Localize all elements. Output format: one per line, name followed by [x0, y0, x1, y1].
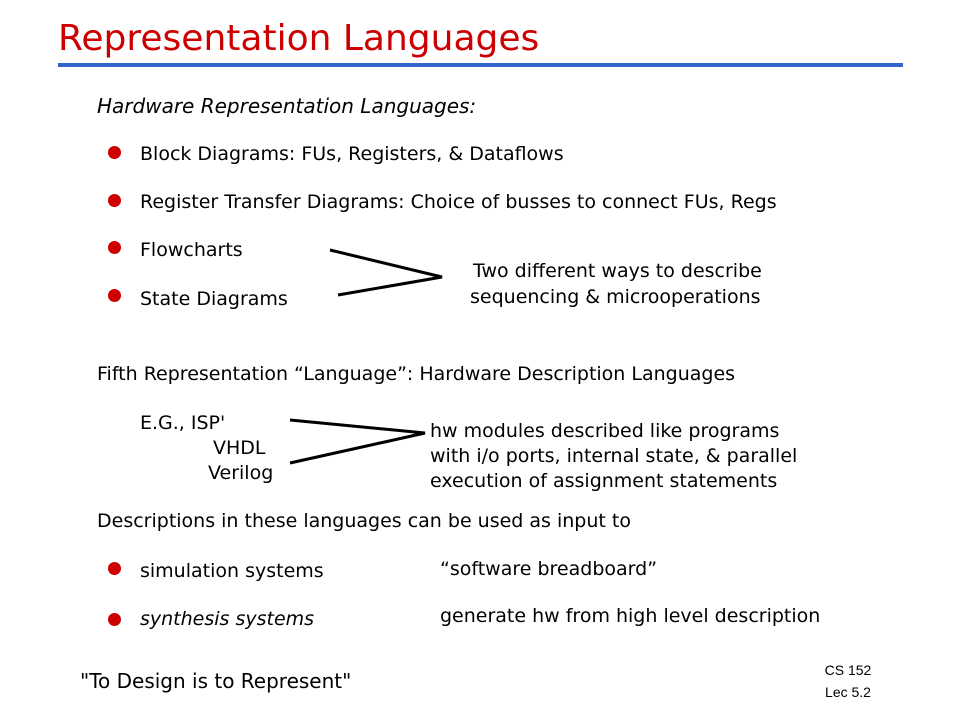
hw-item-register-transfer: Register Transfer Diagrams: Choice of busses to connect FUs, Regs: [140, 191, 777, 213]
hdl-note-line3: execution of assignment statements: [430, 470, 778, 492]
hw-heading: Hardware Representation Languages:: [97, 94, 477, 118]
use-desc-synthesis: generate hw from high level description: [440, 605, 821, 627]
sequencing-note-line1: Two different ways to describe: [473, 260, 762, 282]
course-label: CS 152: [824, 662, 872, 678]
slide-title: Representation Languages: [58, 18, 540, 59]
sequencing-note-line2: sequencing & microoperations: [470, 286, 761, 308]
hdl-example-verilog: Verilog: [208, 462, 274, 484]
lecture-label: Lec 5.2: [825, 684, 871, 700]
use-item-simulation: simulation systems: [140, 560, 324, 582]
use-desc-simulation: “software breadboard”: [440, 558, 658, 580]
hw-item-flowcharts: Flowcharts: [140, 239, 243, 261]
hdl-note-line1: hw modules described like programs: [430, 420, 780, 442]
hw-item-block-diagrams: Block Diagrams: FUs, Registers, & Dataflows: [140, 143, 564, 165]
hw-item-state-diagrams: State Diagrams: [140, 288, 288, 310]
sequencing-connector: [330, 250, 442, 295]
hdl-note-line2: with i/o ports, internal state, & parallel: [430, 445, 798, 467]
descriptions-heading: Descriptions in these languages can be used as input to: [97, 510, 631, 532]
hdl-connector: [290, 420, 425, 463]
fifth-heading: Fifth Representation “Language”: Hardware Description Languages: [97, 363, 736, 385]
footer-quote: "To Design is to Represent": [80, 669, 352, 693]
hdl-example-vhdl: VHDL: [213, 437, 266, 459]
use-item-synthesis: synthesis systems: [140, 608, 315, 630]
hdl-example-isp: E.G., ISP': [140, 412, 226, 434]
